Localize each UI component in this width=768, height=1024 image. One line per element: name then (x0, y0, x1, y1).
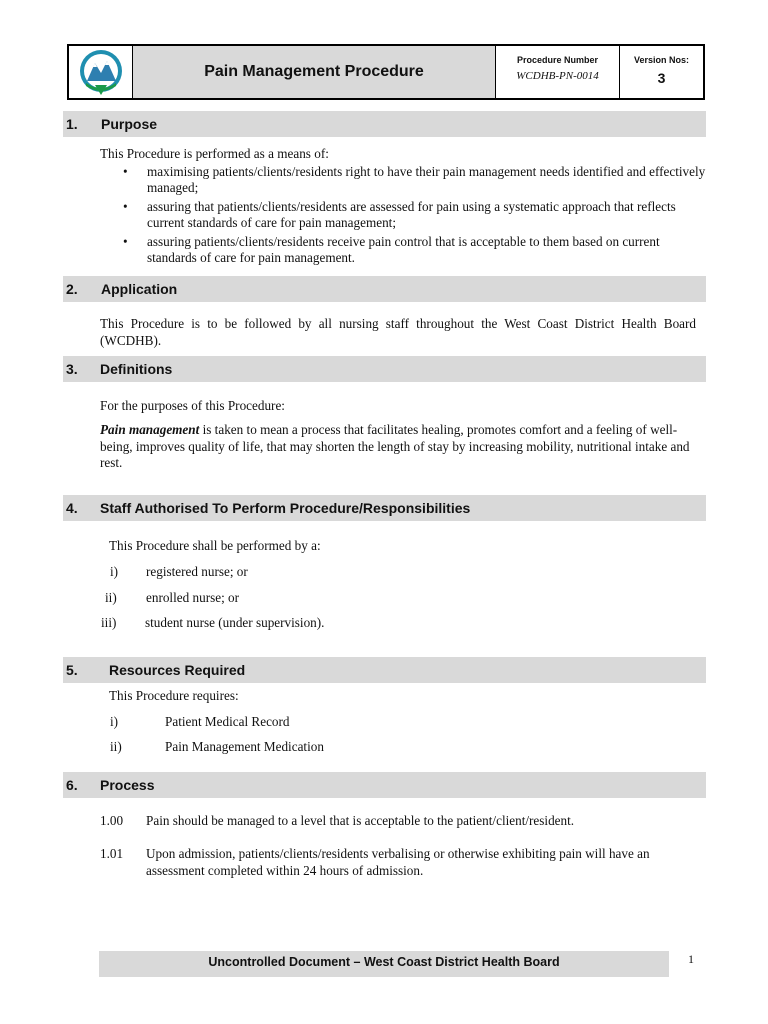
definition-term: Pain management (100, 422, 200, 437)
section-heading-definitions (63, 356, 706, 382)
process-item-number: 1.00 (100, 813, 124, 828)
section-heading-application (63, 276, 706, 302)
section-heading-process (63, 772, 706, 798)
section-title: Definitions (100, 361, 173, 377)
staff-item-text: student nurse (under supervision). (145, 615, 325, 630)
version-label: Version Nos: (633, 55, 689, 65)
staff-intro: This Procedure shall be performed by a: (109, 538, 321, 553)
section-heading-staff (63, 495, 706, 521)
bullet-text: assuring that patients/clients/residents are assessed for pain using a systematic approach that reflects current standards of care for pain management; (147, 199, 676, 230)
section-title: Application (101, 281, 178, 297)
resource-item-text: Patient Medical Record (165, 714, 290, 729)
resource-item-number: i) (110, 714, 119, 729)
resources-intro: This Procedure requires: (109, 688, 239, 703)
section-number: 2. (66, 281, 78, 297)
procedure-number-label: Procedure Number (516, 55, 599, 65)
section-title: Resources Required (109, 662, 246, 678)
application-text: This Procedure is to be followed by all nursing staff throughout the West Coast District Health Board (WCDHB). (100, 316, 696, 348)
section-title: Staff Authorised To Perform Procedure/Responsibilities (100, 500, 471, 516)
section-title: Process (100, 777, 155, 793)
section-number: 3. (66, 361, 78, 377)
process-item-text: Upon admission, patients/clients/residents verbalising or otherwise exhibiting pain will have an assessment completed within 24 hours of admission. (146, 846, 650, 878)
document-header (67, 44, 705, 100)
version-number: 3 (657, 70, 666, 86)
definition-paragraph (100, 422, 690, 472)
section-heading-resources (63, 657, 706, 683)
resource-item-text: Pain Management Medication (165, 739, 324, 754)
section-heading-purpose (63, 111, 706, 137)
section-number: 6. (66, 777, 78, 793)
bullet-icon: • (123, 199, 128, 214)
staff-item-number: iii) (101, 615, 117, 630)
staff-item-text: enrolled nurse; or (146, 590, 240, 605)
document-title: Pain Management Procedure (133, 46, 496, 98)
staff-item-number: i) (110, 564, 119, 579)
section-title: Purpose (101, 116, 158, 132)
page-number: 1 (688, 952, 694, 966)
process-item-number: 1.01 (100, 846, 124, 861)
section-number: 4. (66, 500, 78, 516)
procedure-number: WCDHB-PN-0014 (516, 70, 599, 82)
bullet-text: maximising patients/clients/residents right to have their pain management needs identified and effectively managed; (147, 164, 706, 195)
process-item-text: Pain should be managed to a level that is acceptable to the patient/client/resident. (146, 813, 575, 828)
bullet-text: assuring patients/clients/residents receive pain control that is acceptable to them based on current standards of care for pain management. (147, 234, 660, 265)
purpose-intro: This Procedure is performed as a means of: (100, 146, 329, 161)
bullet-icon: • (123, 164, 128, 179)
resource-item-number: ii) (110, 739, 122, 754)
staff-item-text: registered nurse; or (146, 564, 248, 579)
footer-banner: Uncontrolled Document – West Coast District Health Board (99, 951, 669, 977)
wcdhb-logo (74, 47, 128, 97)
definition-text: is taken to mean a process that facilitates healing, promotes comfort and a feeling of well-being, improves quality of life, that may shorten the length of stay by increasing mobility, nutritional intake and rest. (100, 422, 690, 470)
procedure-number-cell (496, 46, 620, 98)
logo-cell (69, 46, 133, 98)
bullet-icon: • (123, 234, 128, 249)
definitions-intro: For the purposes of this Procedure: (100, 398, 285, 413)
staff-item-number: ii) (105, 590, 117, 605)
section-number: 1. (66, 116, 78, 132)
version-cell (620, 46, 703, 98)
section-number: 5. (66, 662, 78, 678)
